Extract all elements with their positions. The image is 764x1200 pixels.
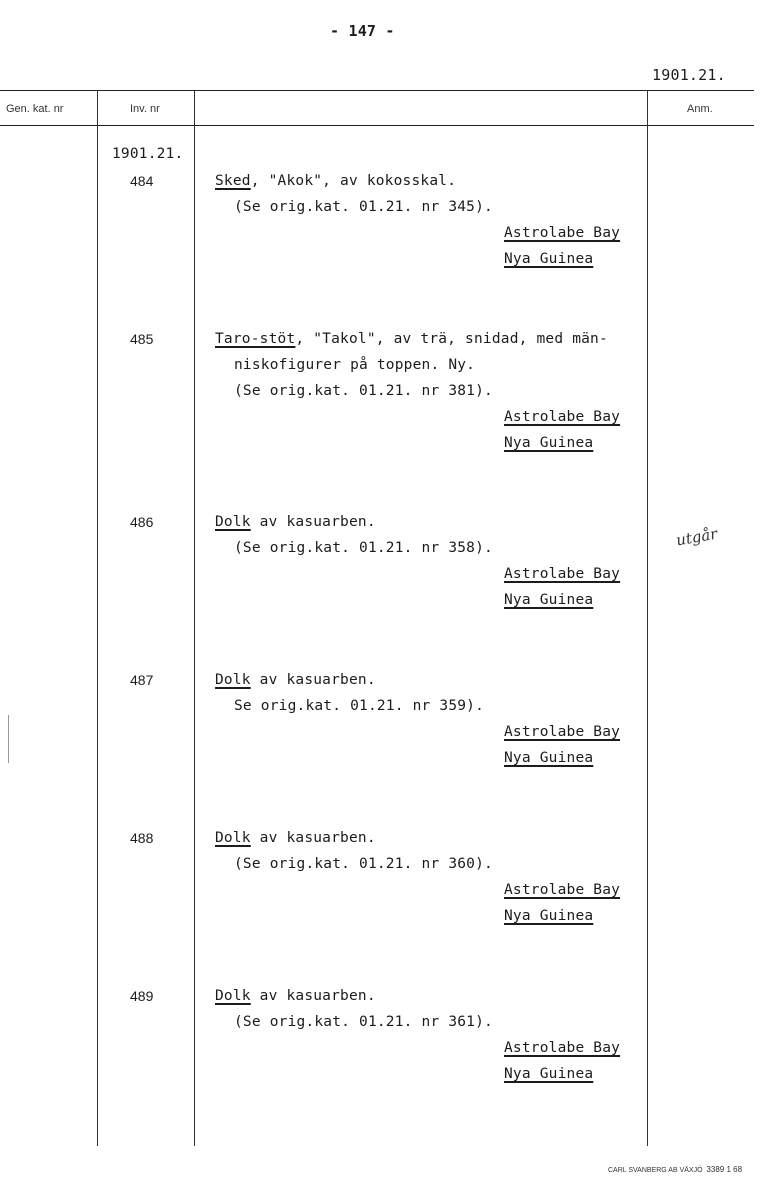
region: Nya Guinea (504, 1066, 594, 1082)
orig-catalog-reference: (Se orig.kat. 01.21. nr 360). (234, 856, 493, 872)
column-header-anm: Anm. (687, 103, 713, 115)
locality: Astrolabe Bay (504, 882, 621, 898)
catalog-entry (0, 830, 764, 980)
region: Nya Guinea (504, 435, 594, 451)
catalog-reference: 1901.21. (652, 66, 726, 84)
entry-description-line (215, 830, 376, 846)
column-header-inv: Inv. nr (130, 103, 160, 115)
object-description: av kasuarben. (250, 988, 376, 1004)
locality: Astrolabe Bay (504, 225, 621, 241)
inventory-number: 486 (130, 514, 154, 530)
inventory-number: 487 (130, 672, 154, 688)
locality: Astrolabe Bay (504, 724, 621, 740)
handwritten-annotation: utgår (674, 524, 719, 550)
inventory-number: 488 (130, 830, 154, 846)
object-term: Dolk (215, 672, 251, 688)
entry-description-line (215, 331, 608, 347)
region: Nya Guinea (504, 750, 594, 766)
orig-catalog-reference: (Se orig.kat. 01.21. nr 345). (234, 199, 493, 215)
object-description-continued: niskofigurer på toppen. Ny. (234, 357, 476, 373)
catalog-entry (0, 173, 764, 323)
object-description: , "Akok", av kokosskal. (250, 173, 457, 189)
catalog-entry (0, 514, 764, 664)
locality: Astrolabe Bay (504, 566, 621, 582)
region: Nya Guinea (504, 592, 594, 608)
object-term: Taro-stöt (215, 331, 296, 347)
region: Nya Guinea (504, 251, 594, 267)
object-term: Sked (215, 173, 251, 189)
entry-description-line (215, 173, 456, 189)
object-description: av kasuarben. (250, 672, 376, 688)
page-number: - 147 - (330, 22, 395, 40)
object-description: av kasuarben. (250, 514, 376, 530)
object-description: av kasuarben. (250, 830, 376, 846)
catalog-entry (0, 672, 764, 822)
header-top-rule (0, 90, 754, 91)
inventory-number: 489 (130, 988, 154, 1004)
entry-description-line (215, 514, 376, 530)
orig-catalog-reference: (Se orig.kat. 01.21. nr 381). (234, 383, 493, 399)
header-bottom-rule (0, 125, 754, 126)
column-header-gen-kat: Gen. kat. nr (6, 103, 64, 115)
locality: Astrolabe Bay (504, 409, 621, 425)
block-catalog-reference: 1901.21. (112, 146, 184, 162)
object-term: Dolk (215, 830, 251, 846)
inventory-number: 484 (130, 173, 154, 189)
locality: Astrolabe Bay (504, 1040, 621, 1056)
printer-name: CARL SVANBERG AB VÄXJÖ (608, 1167, 703, 1174)
orig-catalog-reference: (Se orig.kat. 01.21. nr 358). (234, 540, 493, 556)
object-term: Dolk (215, 514, 251, 530)
object-description: , "Takol", av trä, snidad, med män- (295, 331, 608, 347)
inventory-number: 485 (130, 331, 154, 347)
entry-description-line (215, 988, 376, 1004)
orig-catalog-reference: Se orig.kat. 01.21. nr 359). (234, 698, 485, 714)
catalog-entry (0, 988, 764, 1138)
printer-imprint (608, 1165, 742, 1174)
entry-description-line (215, 672, 376, 688)
orig-catalog-reference: (Se orig.kat. 01.21. nr 361). (234, 1014, 493, 1030)
region: Nya Guinea (504, 908, 594, 924)
catalog-entry (0, 331, 764, 481)
form-code: 3389 1 68 (706, 1165, 743, 1174)
object-term: Dolk (215, 988, 251, 1004)
